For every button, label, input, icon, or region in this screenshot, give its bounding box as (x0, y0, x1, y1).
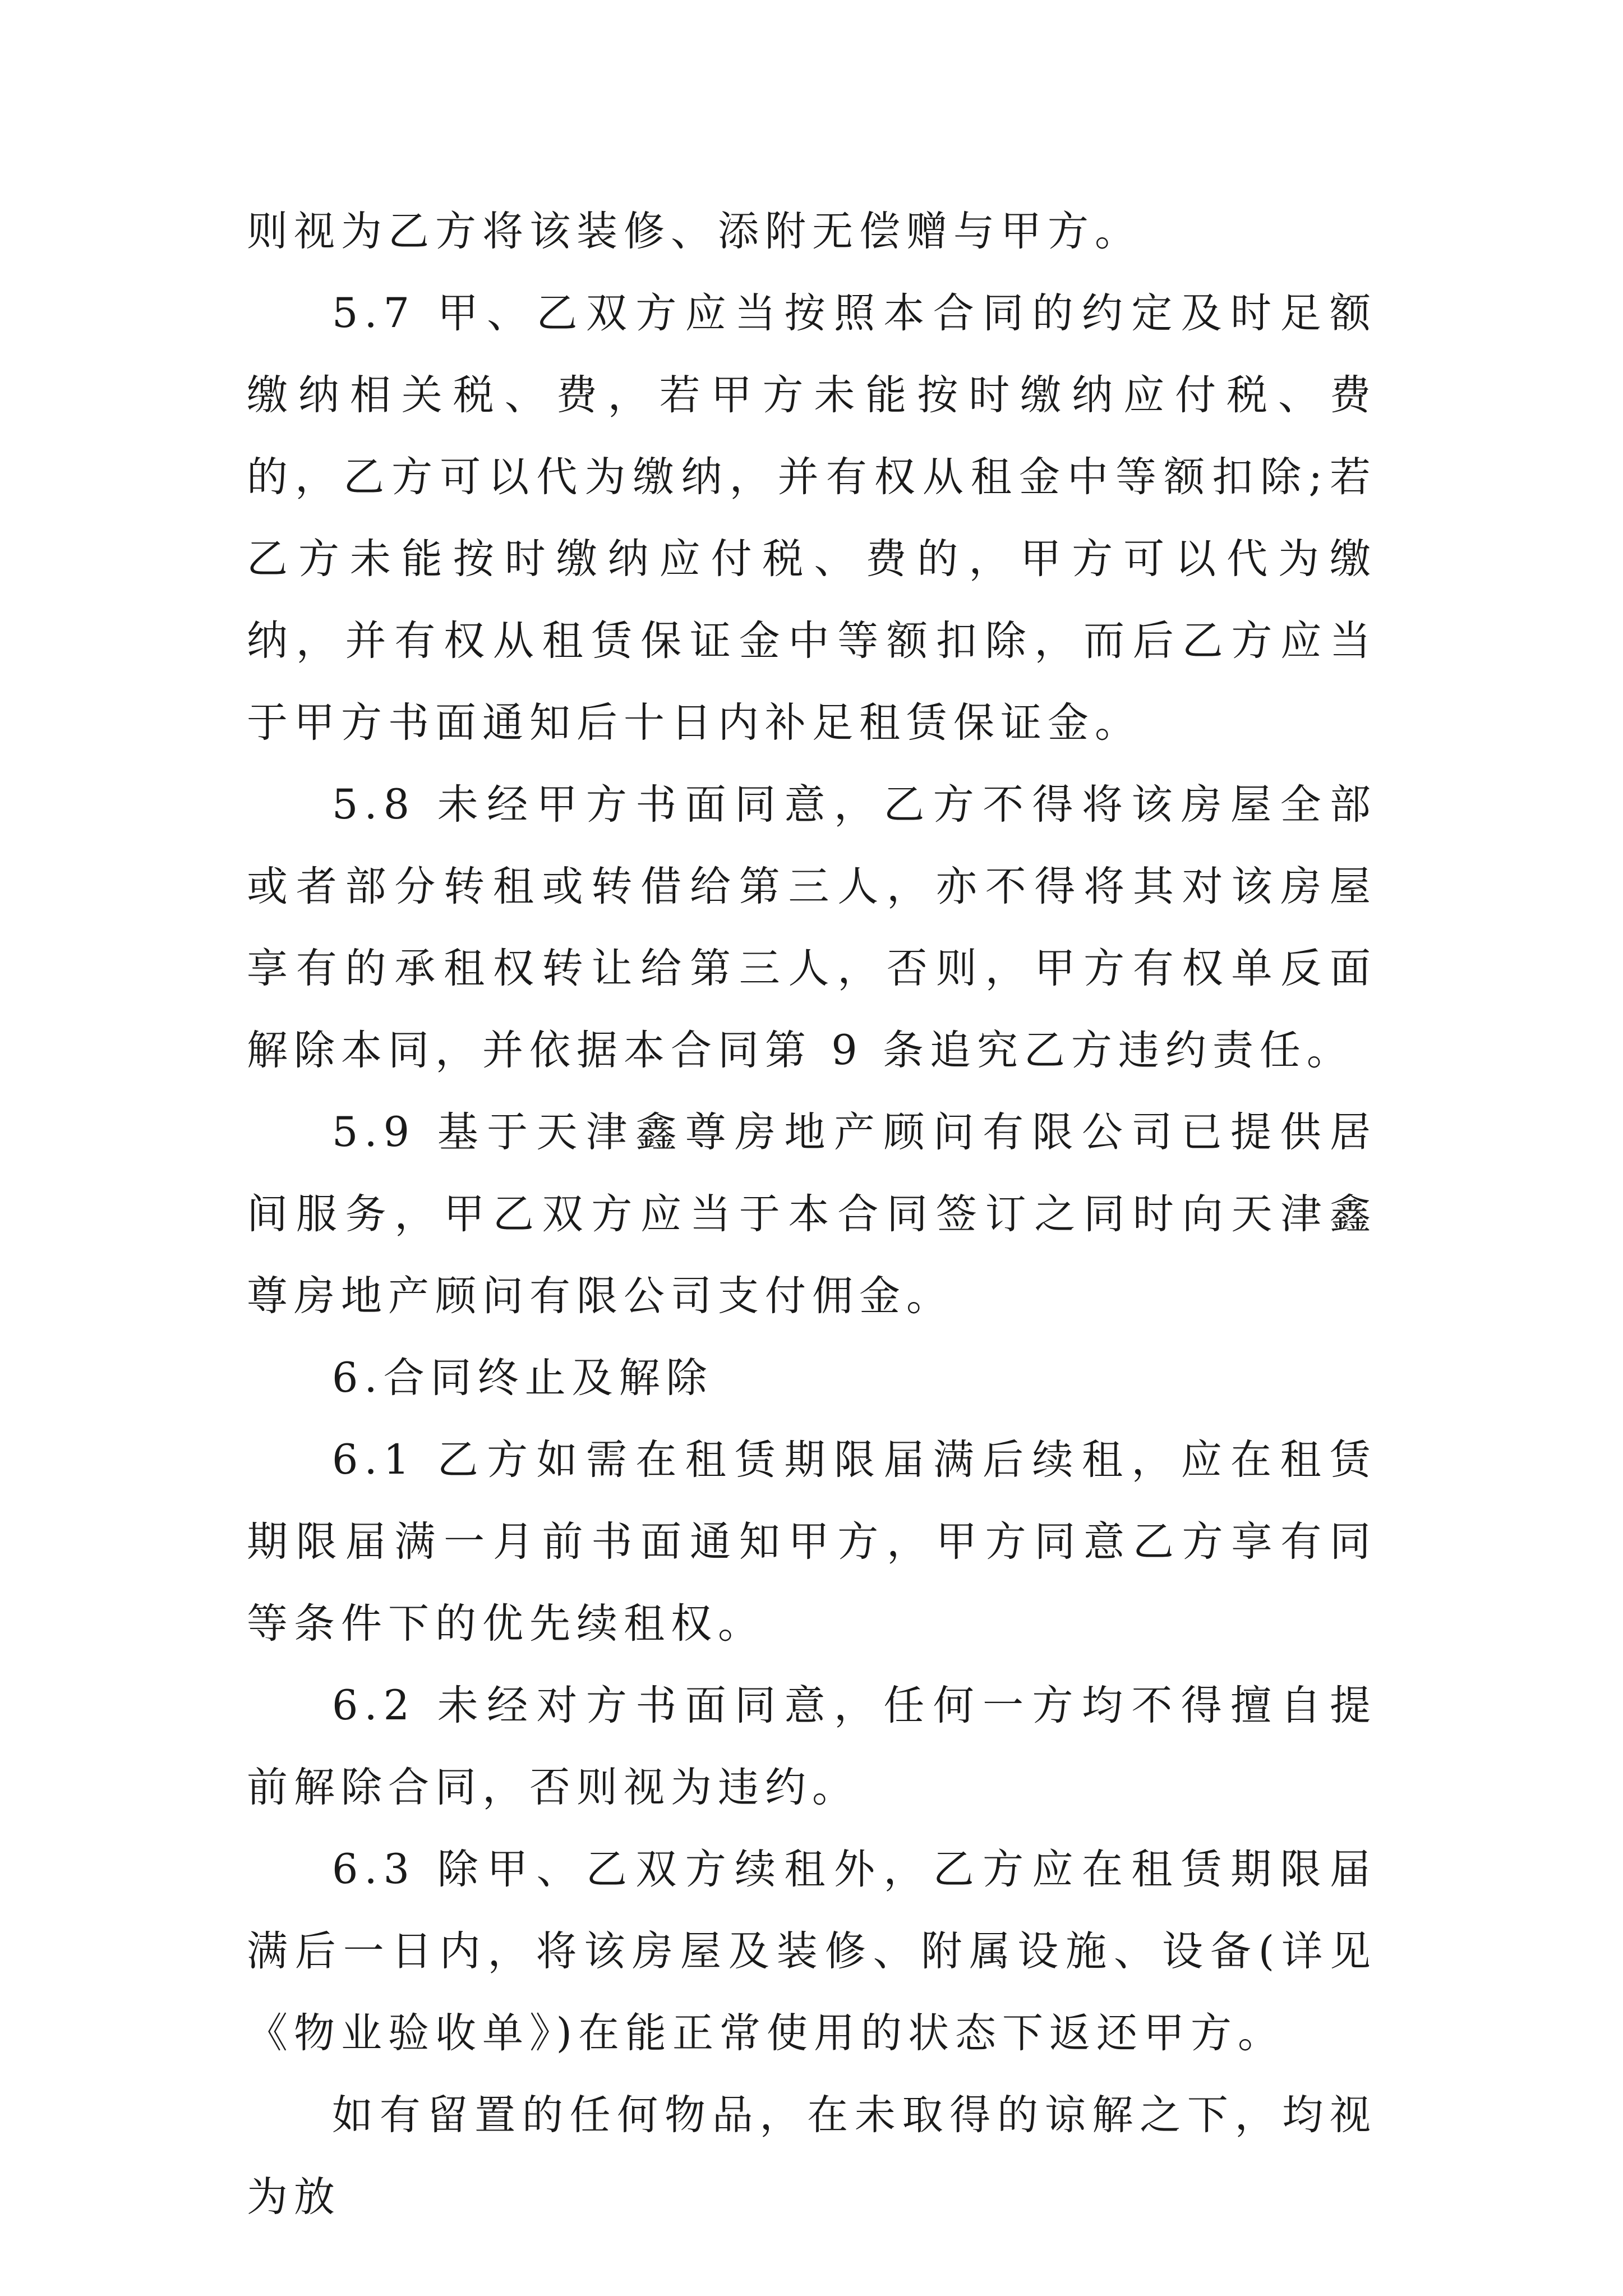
paragraph-6-3: 6.3 除甲、乙双方续租外，乙方应在租赁期限届满后一日内，将该房屋及装修、附属设施、设备(详见《物业验收单》)在能正常使用的状态下返还甲方。 (247, 1846, 1377, 2057)
section-heading-6: 6.合同终止及解除 (332, 1354, 713, 1402)
paragraph-5-8: 5.8 未经甲方书面同意，乙方不得将该房屋全部或者部分转租或转借给第三人，亦不得将其对该房屋享有的承租权转让给第三人，否则，甲方有权单反面解除本同，并依据本合同第 9 条追究乙方违约责任。 (247, 781, 1377, 1074)
paragraph-5-9: 5.9 基于天津鑫尊房地产顾问有限公司已提供居间服务，甲乙双方应当于本合同签订之同时向天津鑫尊房地产顾问有限公司支付佣金。 (247, 1108, 1377, 1320)
paragraph-6-2: 6.2 未经对方书面同意，任何一方均不得擅自提前解除合同，否则视为违约。 (247, 1682, 1377, 1811)
paragraph-continuation: 则视为乙方将该装修、添附无偿赠与甲方。 (247, 208, 1142, 255)
paragraph-leftover-items: 如有留置的任何物品，在未取得的谅解之下，均视为放 (247, 2091, 1377, 2221)
paragraph-5-7: 5.7 甲、乙双方应当按照本合同的约定及时足额缴纳相关税、费，若甲方未能按时缴纳应付税、费的，乙方可以代为缴纳，并有权从租金中等额扣除;若乙方未能按时缴纳应付税、费的，甲方可以代为缴纳，并有权从租赁保证金中等额扣除，而后乙方应当于甲方书面通知后十日内补足租赁保证金。 (247, 289, 1377, 747)
document-body (247, 191, 1377, 2238)
paragraph-6-1: 6.1 乙方如需在租赁期限届满后续租，应在租赁期限届满一月前书面通知甲方，甲方同意乙方享有同等条件下的优先续租权。 (247, 1436, 1377, 1648)
